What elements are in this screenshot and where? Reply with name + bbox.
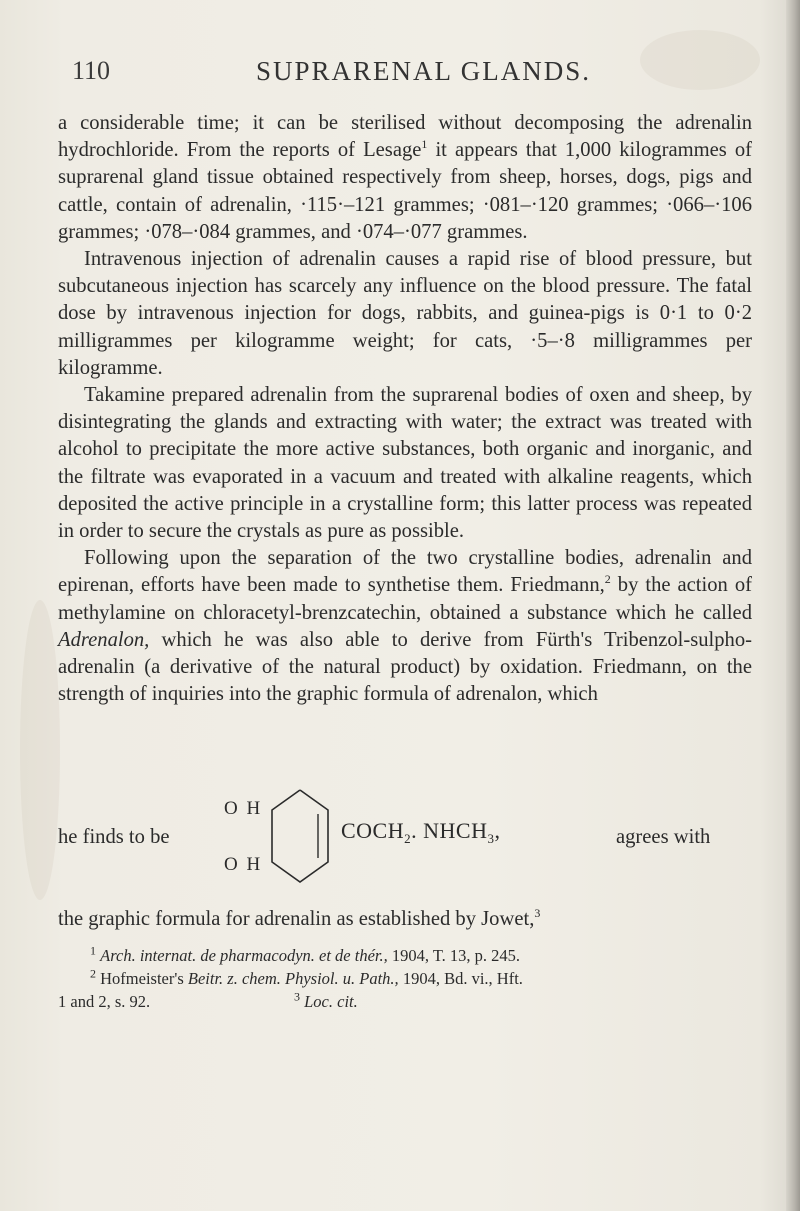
footnote-ref: 2 [604, 572, 611, 587]
formula-part: COCH [341, 818, 405, 843]
formula-tail-text: agrees with [616, 826, 711, 848]
paragraph-continuation [58, 906, 752, 933]
paragraph-text: which he was also able to derive from Fürth's Tribenzol-sulpho-adrenalin (a derivative of the natural product) by oxidation. Friedmann, on the strength of inquiries into the graphic formula of adrenalon, which [58, 628, 752, 706]
footnote-3 [294, 990, 358, 1013]
footnote-mark: 3 [294, 989, 300, 1004]
footnote-text: 1 and 2, s. 92. [58, 992, 151, 1011]
footnote-citation: Beitr. z. chem. Physiol. u. Path., [187, 969, 399, 988]
paragraph-text: by the action of methylamine on chloracetyl-brenzcatechin, obtained a substance which he called [58, 574, 752, 624]
paragraph-4 [58, 545, 752, 708]
paragraph-text: it appears that 1,000 kilogrammes of suprarenal gland tissue obtained respectively from sheep, horses, dogs, pigs and cattle, contain of adrenalin, ·115·–121 grammes; ·081–·120 grammes; ·066–·106 grammes; ·078–·084 grammes, and ·074–·077 grammes. [58, 139, 752, 243]
footnote-text: Hofmeister's [100, 969, 188, 988]
formula-part: , [494, 818, 501, 843]
formula-side-chain [341, 818, 500, 844]
footnote-2 [58, 967, 752, 990]
italic-term: Adrenalon, [58, 628, 150, 651]
footnote-ref: 3 [534, 906, 541, 921]
body-text [58, 110, 752, 708]
paragraph-text: Following upon the separation of the two crystalline bodies, adrenalin and epirenan, efforts have been made to synthetise them. Friedmann, [58, 547, 752, 597]
page-edge [786, 0, 800, 1211]
formula-part: . NHCH [411, 818, 488, 843]
paragraph-text: the graphic formula for adrenalin as established by Jowet, [58, 908, 535, 930]
footnote-citation: Arch. internat. de pharmacodyn. et de thér., [100, 946, 388, 965]
running-title: SUPRARENAL GLANDS. [256, 56, 592, 86]
footnote-citation: Loc. cit. [304, 992, 358, 1011]
footnote-text: 1904, Bd. vi., Hft. [398, 969, 523, 988]
page-header [0, 56, 800, 96]
paragraph-1 [58, 110, 752, 246]
formula-lead-text: he finds to be [58, 826, 170, 848]
hydroxyl-top: O H [224, 798, 263, 819]
footnote-line [58, 990, 752, 1013]
footnotes [58, 944, 752, 1013]
footnote-text: 1904, T. 13, p. 245. [387, 946, 521, 965]
paragraph-3: Takamine prepared adrenalin from the suprarenal bodies of oxen and sheep, by disintegrating the glands and extracting with water; the extract was treated with alcohol to precipitate the more active substances, both organic and inorganic, and the filtrate was evaporated in a vacuum and treated with alkaline reagents, which deposited the active principle in a crystalline form; this latter process was repeated in order to secure the crystals as pure as possible. [58, 384, 752, 543]
footnote-1 [58, 944, 752, 967]
formula-subscript: 3 [487, 831, 495, 846]
benzene-ring-icon [269, 788, 331, 884]
page-number: 110 [72, 56, 111, 85]
formula-subscript: 2 [404, 831, 412, 846]
footnote-ref: 1 [421, 137, 428, 152]
footnote-mark: 1 [90, 943, 96, 958]
chemical-formula [58, 788, 758, 884]
paper-stain [20, 600, 60, 900]
hydroxyl-bottom: O H [224, 854, 263, 875]
footnote-mark: 2 [90, 966, 96, 981]
paragraph-2: Intravenous injection of adrenalin causes a rapid rise of blood pressure, but subcutaneous injection has scarcely any influence on the blood pressure. The fatal dose by intravenous injection for dogs, rabbits, and guinea-pigs is 0·1 to 0·2 milligrammes per kilogramme weight; for cats, ·5–·8 milligrammes per kilogramme. [58, 248, 752, 379]
paragraph-text: a considerable time; it can be sterilised without decomposing the adrenalin hydrochloride. From the reports of Lesage [58, 112, 752, 162]
